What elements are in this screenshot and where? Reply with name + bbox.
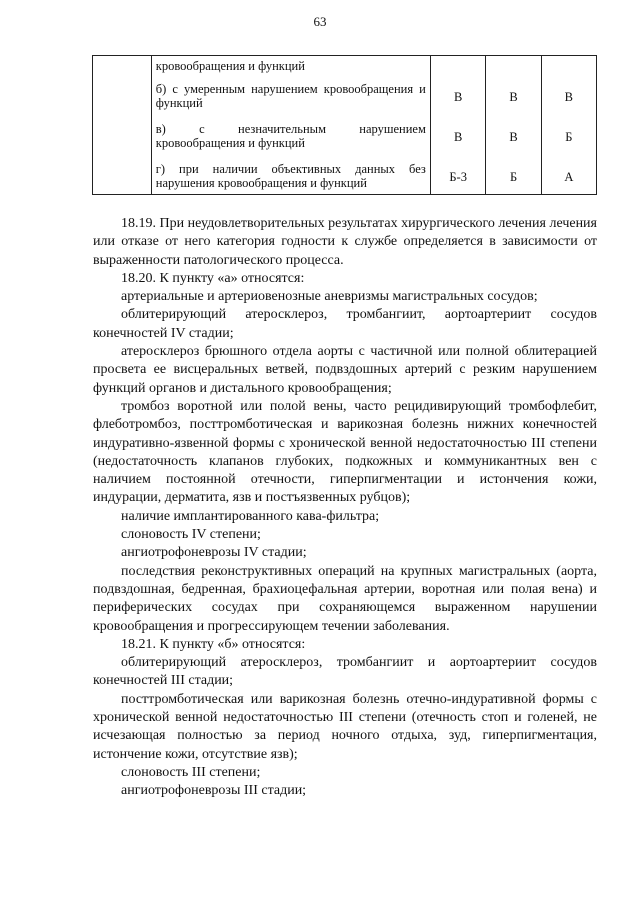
table-cell: Б-3 bbox=[449, 170, 467, 184]
paragraph: 18.21. К пункту «б» относятся: bbox=[121, 636, 306, 652]
table-cell-description bbox=[151, 56, 430, 195]
table-cell: В bbox=[453, 130, 463, 144]
document-body bbox=[93, 215, 597, 801]
paragraph: ангиотрофоневрозы III стадии; bbox=[121, 783, 307, 799]
paragraph: тромбоз воротной или полой вены, часто рецидивирующий тромбофлебит, флеботромбоз, посттромботическая и варикозная болезнь нижних конечностей индуративно-язвенной формы с хронической венной недостаточностью III степени (недостаточность клапанов глубоких, подкожных и коммуникантных вен с наличием постоянной отечности, гиперпигментации и истончения кожи, индурации, дерматита, язв и постъязвенных рубцов); bbox=[93, 398, 597, 506]
paragraph: 18.20. К пункту «а» относятся: bbox=[121, 270, 305, 286]
paragraph: атеросклероз брюшного отдела аорты с частичной или полной облитерацией просвета ее висцеральных ветвей, подвздошных артерий с резким нарушением функций органов и дистального кровообращения; bbox=[93, 344, 597, 396]
paragraph: слоновость IV степени; bbox=[121, 527, 261, 543]
table-cell: В bbox=[564, 90, 574, 104]
paragraph: 18.19. При неудовлетворительных результатах хирургического лечения лечения или отказе от него категория годности к службе определяется в зависимости от выраженности патологического процесса. bbox=[93, 216, 597, 268]
table-cell: В bbox=[509, 90, 518, 104]
table-cell: В bbox=[453, 90, 463, 104]
table-cell: Б bbox=[509, 170, 518, 184]
category-table bbox=[92, 55, 597, 195]
table-row-description: г) при наличии объективных данных без нарушения кровообращения и функций bbox=[155, 162, 426, 190]
table-row-description: в) с незначительным нарушением кровообращения и функций bbox=[155, 122, 426, 150]
paragraph: облитерирующий атеросклероз, тромбангиит и аортоартериит сосудов конечностей III стадии; bbox=[93, 655, 597, 689]
table-cell: В bbox=[509, 130, 518, 144]
paragraph: артериальные и артериовенозные аневризмы магистральных сосудов; bbox=[121, 289, 538, 305]
paragraph: наличие имплантированного кава-фильтра; bbox=[121, 508, 380, 524]
table-row-description: б) с умеренным нарушением кровообращения и функций bbox=[155, 82, 426, 110]
paragraph: посттромботическая или варикозная болезнь отечно-индуративной формы с хронической венной недостаточностью III степени (отечность стоп и голеней, не исчезающая полностью за период ночного отдыха, зуд, гиперпигментация, истончение кожи, отсутствие язв); bbox=[93, 691, 597, 762]
table-column-category-2 bbox=[486, 56, 541, 195]
table-row bbox=[93, 56, 597, 195]
table-cell-empty bbox=[93, 56, 152, 195]
page-number: 63 bbox=[313, 14, 327, 29]
paragraph: слоновость III степени; bbox=[121, 764, 261, 780]
paragraph: последствия реконструктивных операций на крупных магистральных (аорта, подвздошная, бедренная, брахиоцефальная артерии, воротная или полая вена) и периферических сосудах при сохраняющемся выраженном нарушении кровообращения и прогрессирующем течении заболевания. bbox=[93, 563, 597, 634]
table-column-category-1 bbox=[430, 56, 486, 195]
paragraph: облитерирующий атеросклероз, тромбангиит, аортоартериит сосудов конечностей IV стадии; bbox=[93, 307, 597, 341]
table-intro-text: кровообращения и функций bbox=[155, 59, 305, 73]
paragraph: ангиотрофоневрозы IV стадии; bbox=[121, 545, 307, 561]
table-cell: А bbox=[564, 170, 574, 184]
table-column-category-3 bbox=[541, 56, 596, 195]
table-cell: Б bbox=[565, 130, 573, 144]
